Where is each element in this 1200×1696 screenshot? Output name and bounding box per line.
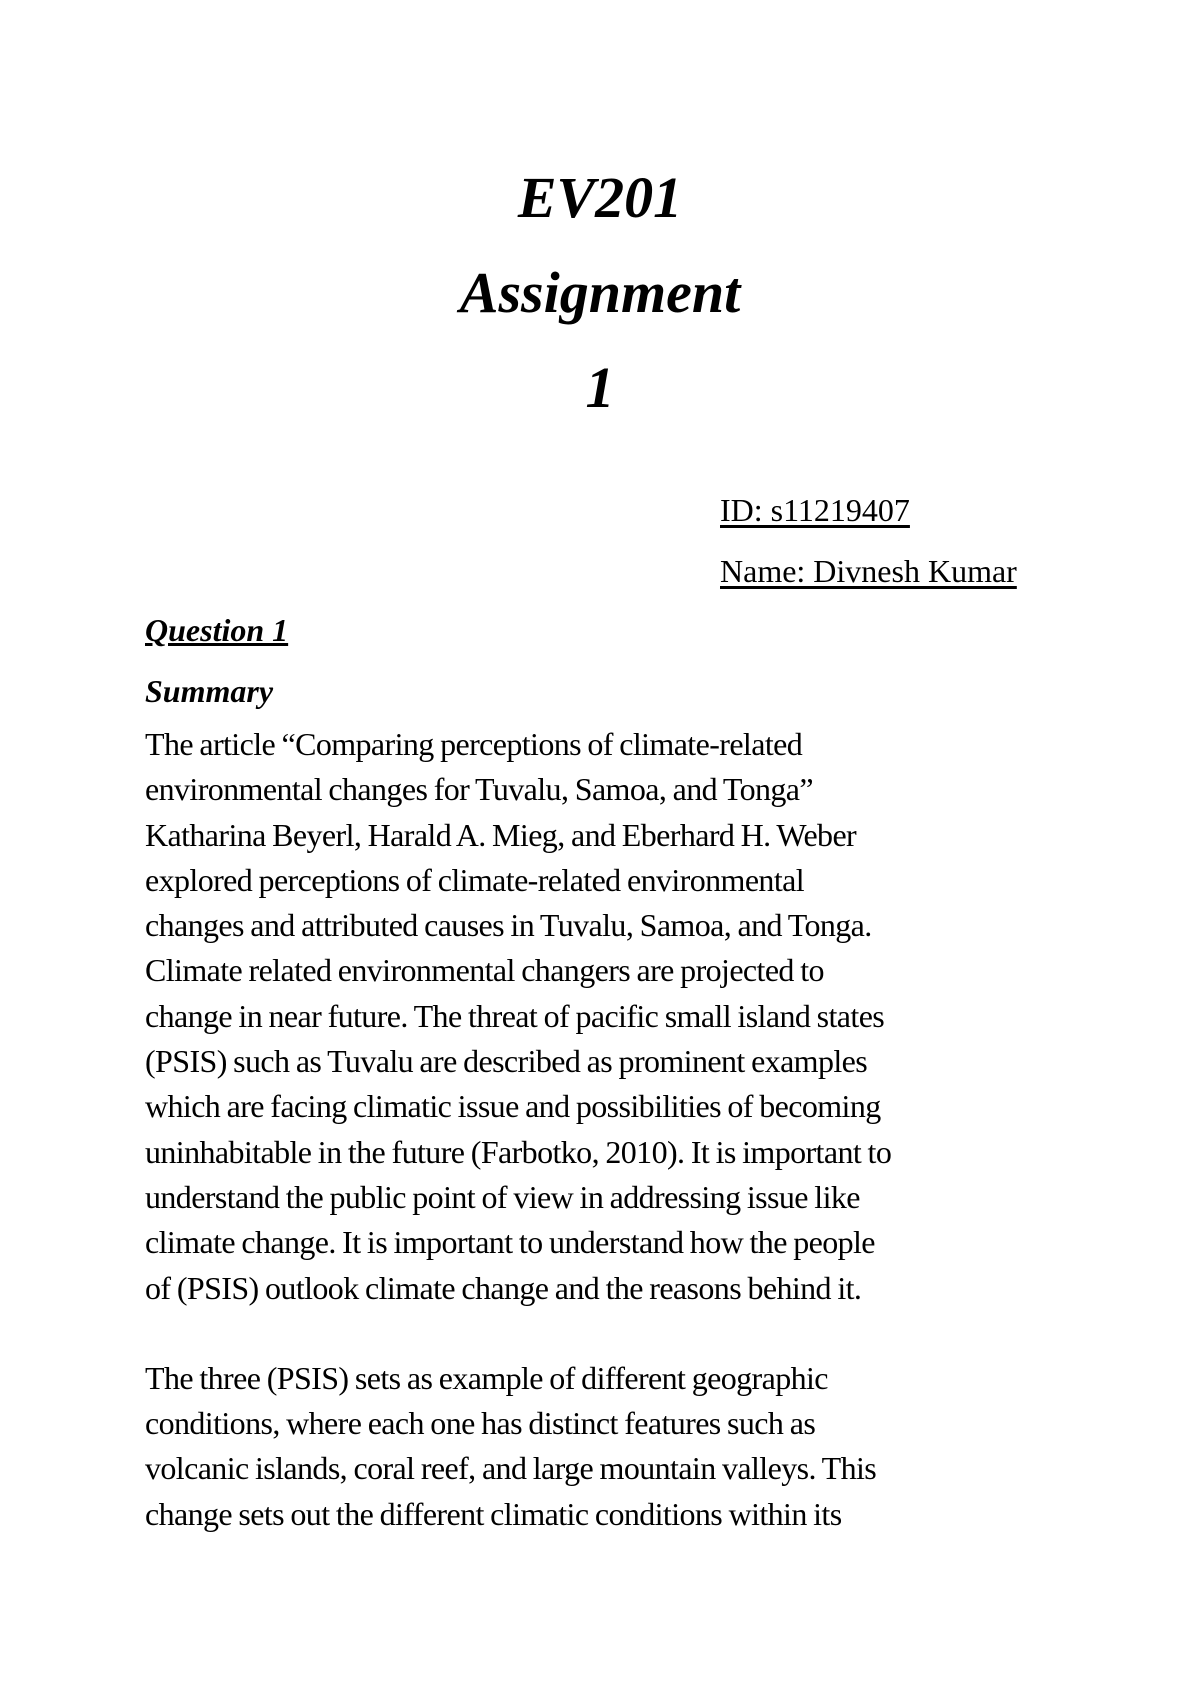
paragraph-line: changes and attributed causes in Tuvalu, Samoa, and Tonga. [145, 907, 872, 944]
paragraph-1 [145, 722, 1075, 1311]
paragraph-line: understand the public point of view in addressing issue like [145, 1178, 860, 1215]
paragraph-line: uninhabitable in the future (Farbotko, 2010). It is important to [145, 1133, 892, 1170]
student-info [720, 480, 1017, 602]
paragraph-line: explored perceptions of climate-related environmental [145, 861, 805, 898]
paragraph-spacer [145, 1311, 1075, 1356]
paragraph-line: The article “Comparing perceptions of climate-related [145, 726, 803, 762]
student-id: ID: s11219407 [720, 492, 910, 528]
paragraph-2 [145, 1356, 1075, 1537]
paragraph-line: climate change. It is important to understand how the people [145, 1224, 875, 1261]
paragraph-line: volcanic islands, coral reef, and large mountain valleys. This [145, 1450, 877, 1487]
paragraph-line: conditions, where each one has distinct features such as [145, 1405, 816, 1442]
paragraph-line: The three (PSIS) sets as example of different geographic [145, 1359, 828, 1396]
paragraph-line: which are facing climatic issue and possibilities of becoming [145, 1088, 881, 1125]
paragraph-line: environmental changes for Tuvalu, Samoa, and Tonga” [145, 771, 813, 808]
title-assignment: Assignment [459, 260, 741, 325]
document-title [0, 150, 1200, 435]
paragraph-line: change sets out the different climatic conditions within its [145, 1495, 842, 1532]
title-course-code: EV201 [517, 165, 683, 230]
document-body [145, 600, 1075, 1537]
summary-heading: Summary [145, 673, 274, 709]
paragraph-line: (PSIS) such as Tuvalu are described as prominent examples [145, 1043, 868, 1080]
student-name: Name: Divnesh Kumar [720, 553, 1017, 589]
paragraph-line: of (PSIS) outlook climate change and the reasons behind it. [145, 1269, 862, 1306]
paragraph-line: Katharina Beyerl, Harald A. Mieg, and Eberhard H. Weber [145, 816, 857, 853]
paragraph-line: change in near future. The threat of pacific small island states [145, 997, 885, 1034]
title-number: 1 [585, 355, 615, 420]
question-heading: Question 1 [145, 612, 289, 648]
paragraph-line: Climate related environmental changers are projected to [145, 952, 824, 989]
